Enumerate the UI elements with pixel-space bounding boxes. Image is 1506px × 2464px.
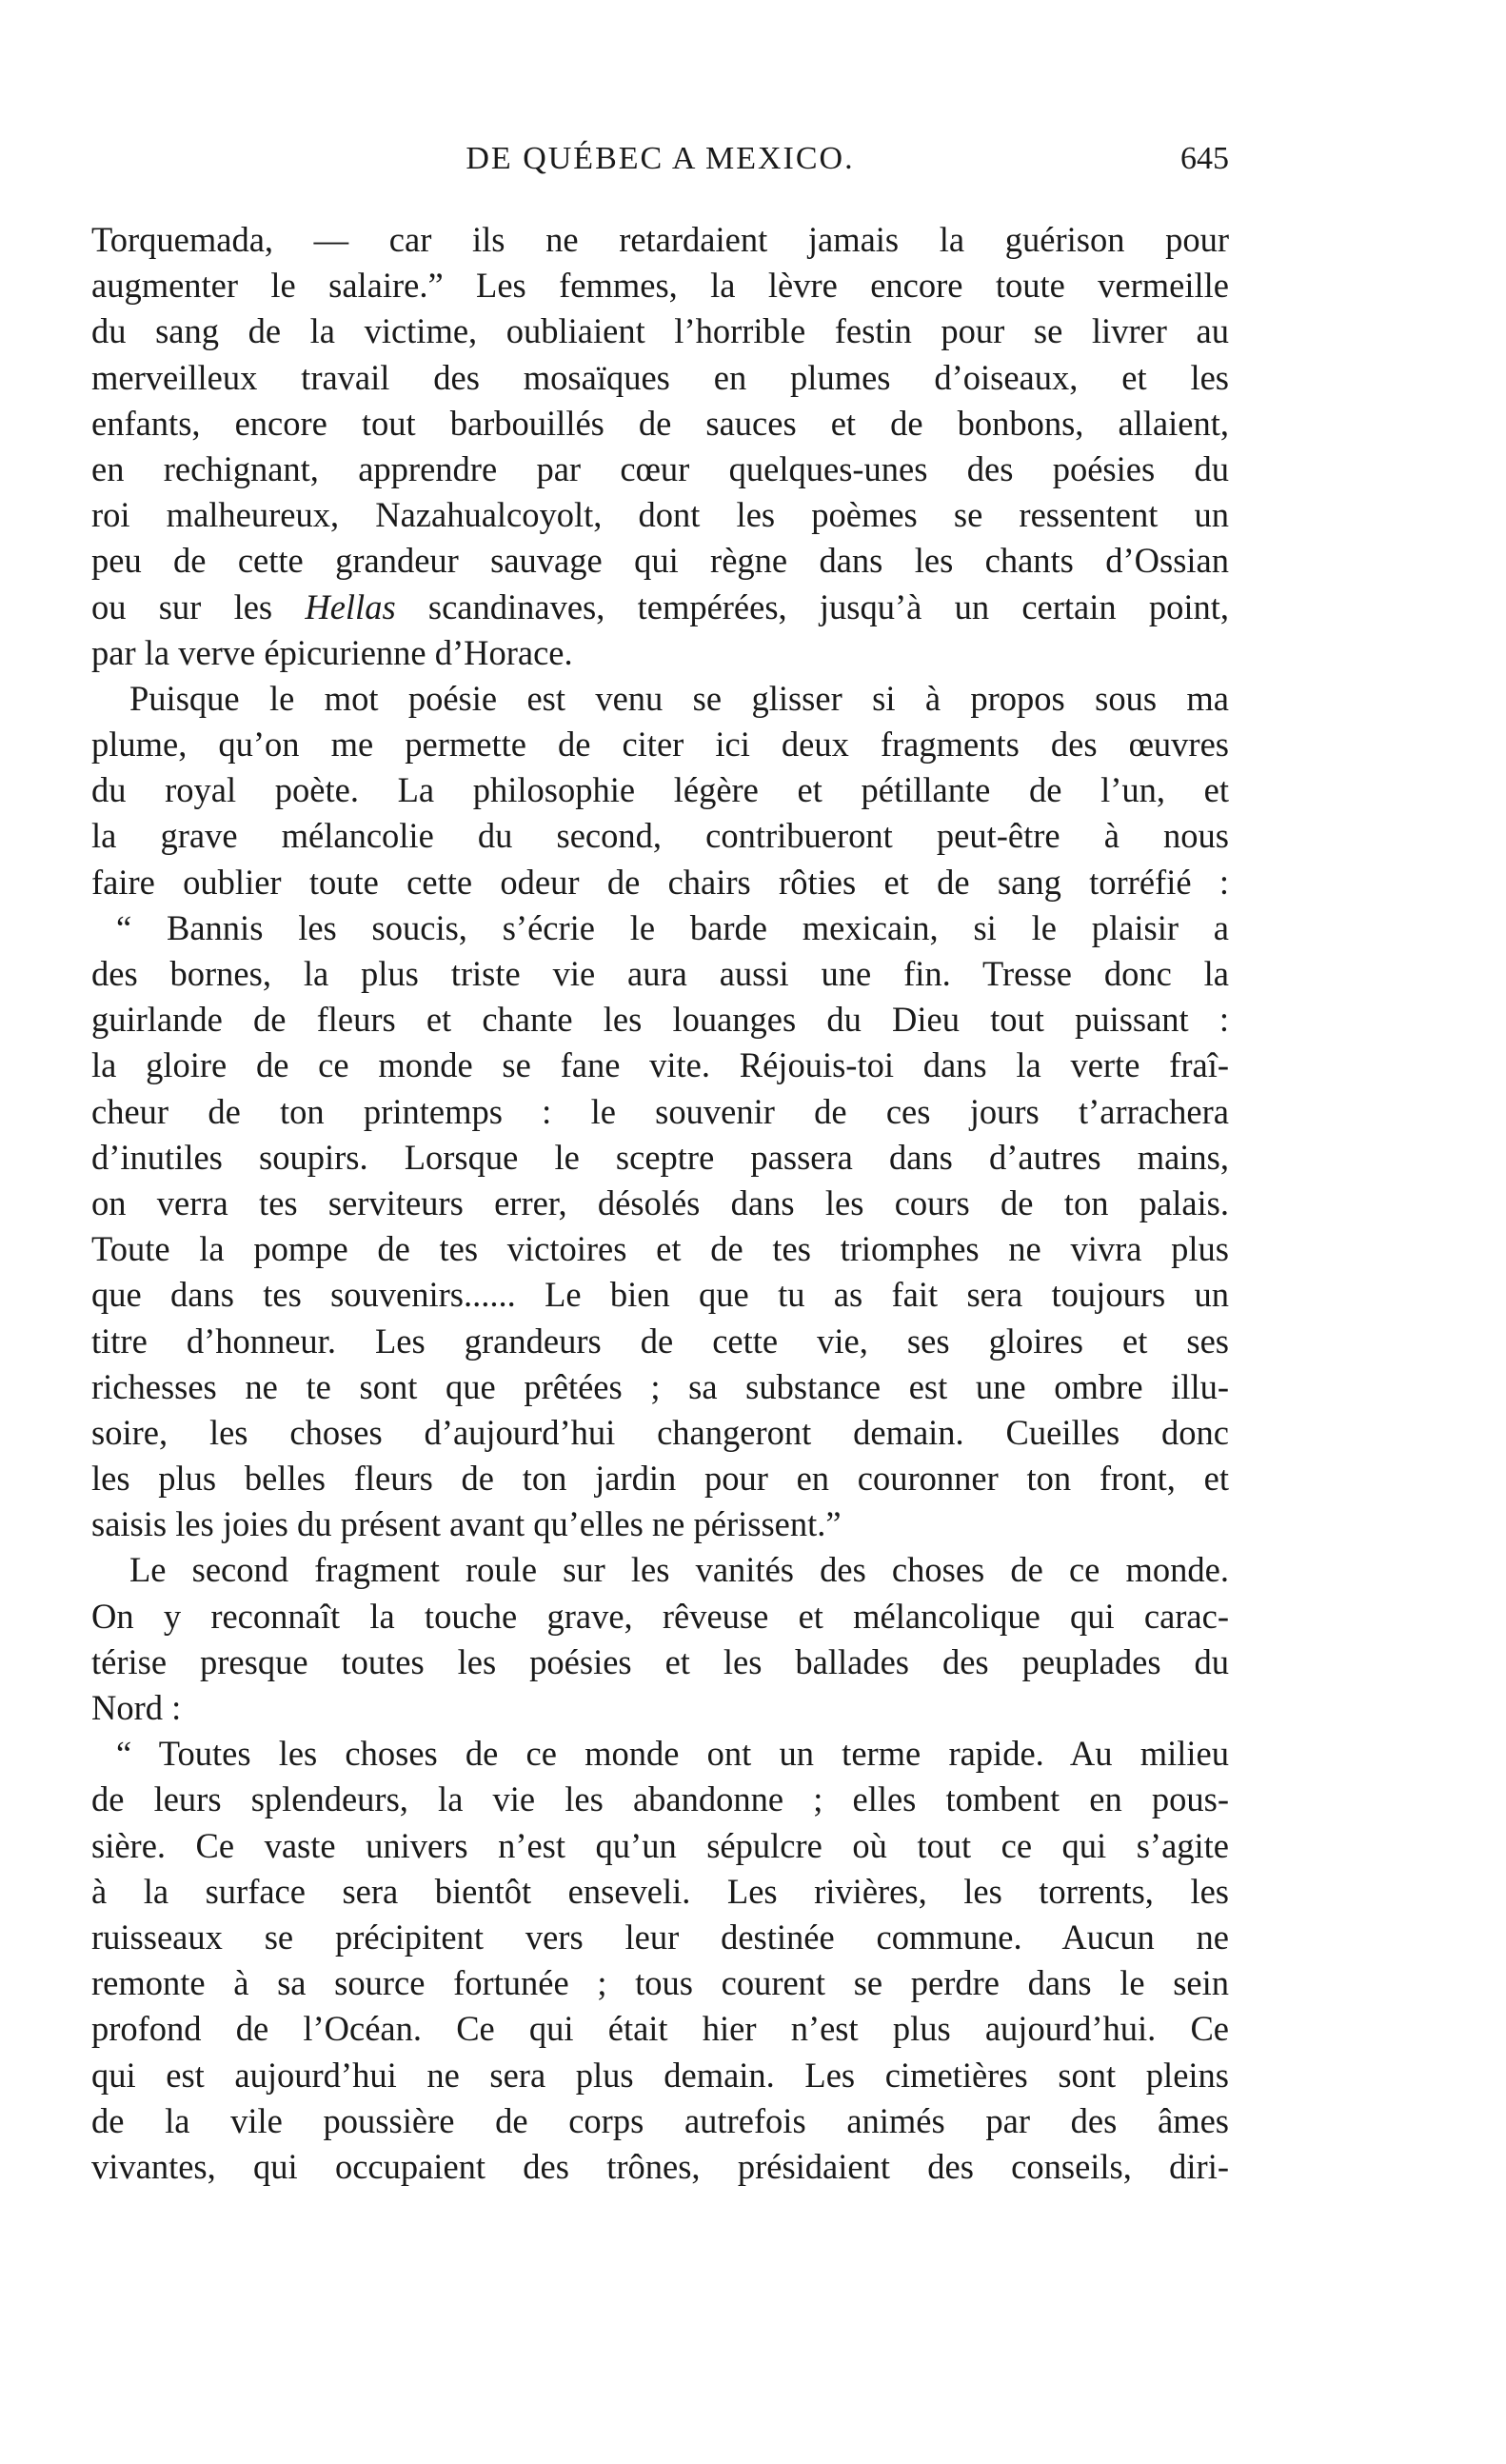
text-line: profond de l’Océan. Ce qui était hier n’est plus aujourd’hui. Ce xyxy=(91,2009,1229,2049)
text-segment: scandinaves, tempérées, jusqu’à un certain point, xyxy=(395,586,1229,626)
text-line: remonte à sa source fortunée ; tous courent se perdre dans le sein xyxy=(91,1963,1229,2003)
text-line: faire oublier toute cette odeur de chairs rôties et de sang torréfié : xyxy=(91,862,1229,902)
text-line: richesses ne te sont que prêtées ; sa substance est une ombre illu- xyxy=(91,1366,1229,1406)
page-header xyxy=(91,141,1229,189)
text-line: cheur de ton printemps : le souvenir de ces jours t’arrachera xyxy=(91,1091,1229,1131)
text-line: peu de cette grandeur sauvage qui règne dans les chants d’Ossian xyxy=(91,541,1229,581)
text-line: augmenter le salaire.” Les femmes, la lèvre encore toute vermeille xyxy=(91,266,1229,306)
text-line: sière. Ce vaste univers n’est qu’un sépulcre où tout ce qui s’agite xyxy=(91,1825,1229,1865)
text-line: de leurs splendeurs, la vie les abandonne ; elles tombent en pous- xyxy=(91,1779,1229,1819)
running-title: DE QUÉBEC A MEXICO. xyxy=(466,141,855,176)
italic-word: Hellas xyxy=(305,586,396,626)
text-line: guirlande de fleurs et chante les louanges du Dieu tout puissant : xyxy=(91,1000,1229,1040)
paragraph-start-line: Puisque le mot poésie est venu se glisser si à propos sous ma xyxy=(129,678,1229,718)
quote-start-line: “ Toutes les choses de ce monde ont un terme rapide. Au milieu xyxy=(116,1734,1229,1774)
text-line: en rechignant, apprendre par cœur quelques-unes des poésies du xyxy=(91,448,1229,488)
text-line: Torquemada, — car ils ne retardaient jamais la guérison pour xyxy=(91,220,1229,259)
text-line: la grave mélancolie du second, contribueront peut-être à nous xyxy=(91,816,1229,856)
text-line: vivantes, qui occupaient des trônes, présidaient des conseils, diri- xyxy=(91,2146,1229,2186)
text-line: par la verve épicurienne d’Horace. xyxy=(91,632,573,672)
text-line: enfants, encore tout barbouillés de sauces et de bonbons, allaient, xyxy=(91,403,1229,443)
text-line: roi malheureux, Nazahualcoyolt, dont les poèmes se ressentent un xyxy=(91,495,1229,535)
text-line: ruisseaux se précipitent vers leur destinée commune. Aucun ne xyxy=(91,1917,1229,1957)
body-text xyxy=(91,217,1229,2190)
text-line: plume, qu’on me permette de citer ici deux fragments des œuvres xyxy=(91,725,1229,765)
text-line xyxy=(91,585,1229,630)
text-line: du sang de la victime, oubliaient l’horrible festin pour se livrer au xyxy=(91,311,1229,351)
text-line: on verra tes serviteurs errer, désolés dans les cours de ton palais. xyxy=(91,1182,1229,1222)
text-line: merveilleux travail des mosaïques en plumes d’oiseaux, et les xyxy=(91,357,1229,397)
text-line: qui est aujourd’hui ne sera plus demain. Les cimetières sont pleins xyxy=(91,2055,1229,2095)
text-line: que dans tes souvenirs...... Le bien que tu as fait sera toujours un xyxy=(91,1275,1229,1315)
text-line: de la vile poussière de corps autrefois animés par des âmes xyxy=(91,2100,1229,2140)
page-number: 645 xyxy=(1180,141,1229,176)
text-segment: ou sur les xyxy=(91,586,306,626)
text-line: saisis les joies du présent avant qu’elles ne périssent.” xyxy=(91,1504,842,1544)
text-line: du royal poète. La philosophie légère et pétillante de l’un, et xyxy=(91,770,1229,810)
text-line: Nord : xyxy=(91,1688,182,1727)
text-line: Toute la pompe de tes victoires et de tes triomphes ne vivra plus xyxy=(91,1229,1229,1269)
text-line: des bornes, la plus triste vie aura aussi une fin. Tresse donc la xyxy=(91,954,1229,993)
text-line: térise presque toutes les poésies et les ballades des peuplades du xyxy=(91,1641,1229,1681)
text-line: à la surface sera bientôt enseveli. Les rivières, les torrents, les xyxy=(91,1871,1229,1911)
text-line: titre d’honneur. Les grandeurs de cette vie, ses gloires et ses xyxy=(91,1321,1229,1361)
text-line: la gloire de ce monde se fane vite. Réjouis-toi dans la verte fraî- xyxy=(91,1045,1229,1085)
text-line: soire, les choses d’aujourd’hui changeront demain. Cueilles donc xyxy=(91,1412,1229,1452)
text-line: les plus belles fleurs de ton jardin pour en couronner ton front, et xyxy=(91,1459,1229,1499)
paragraph-start-line: Le second fragment roule sur les vanités des choses de ce monde. xyxy=(129,1550,1229,1590)
text-line: On y reconnaît la touche grave, rêveuse et mélancolique qui carac- xyxy=(91,1596,1229,1636)
quote-start-line: “ Bannis les soucis, s’écrie le barde mexicain, si le plaisir a xyxy=(116,907,1229,947)
text-line: d’inutiles soupirs. Lorsque le sceptre passera dans d’autres mains, xyxy=(91,1137,1229,1177)
